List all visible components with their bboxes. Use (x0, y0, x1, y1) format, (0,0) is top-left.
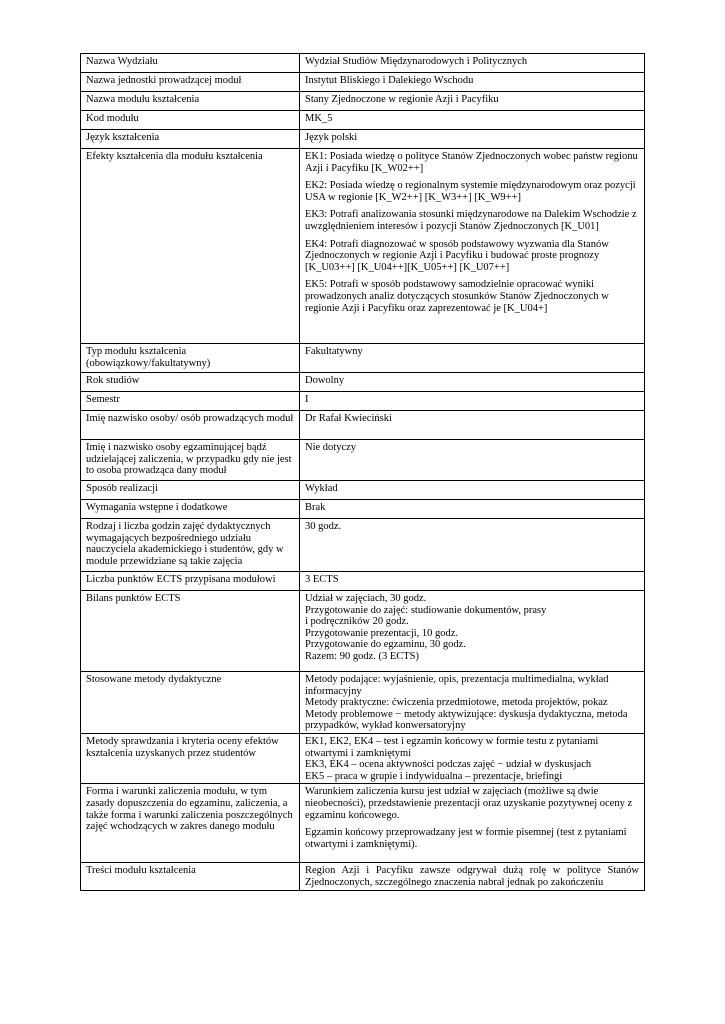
value-paragraph: EK1: Posiada wiedzę o polityce Stanów Zjednoczonych wobec państw regionu Azji i Pacyfiku [K_W02++] (305, 151, 638, 174)
field-value: MK_5 (300, 111, 645, 130)
field-label: Nazwa modułu kształcenia (81, 92, 300, 111)
table-row (81, 672, 645, 734)
table-row (81, 863, 645, 890)
field-value: Wydział Studiów Międzynarodowych i Politycznych (300, 54, 645, 73)
field-label: Bilans punktów ECTS (81, 591, 300, 672)
field-value: Wykład (300, 481, 645, 500)
field-label: Sposób realizacji (81, 481, 300, 500)
field-value (300, 591, 645, 672)
field-label: Efekty kształcenia dla modułu kształcenia (81, 149, 300, 344)
field-value: Fakultatywny (300, 344, 645, 373)
table-row (81, 92, 645, 111)
value-line: Przygotowanie do egzaminu, 30 godz. (305, 639, 466, 651)
table-row (81, 54, 645, 73)
field-value: 3 ECTS (300, 572, 645, 591)
value-line: Udział w zajęciach, 30 godz. (305, 593, 427, 604)
field-label: Rodzaj i liczba godzin zajęć dydaktycznych wymagających bezpośredniego udziału nauczyciela akademickiego i studentów, gdy w module przewidziane są takie zajęcia (81, 519, 300, 572)
field-label: Semestr (81, 392, 300, 411)
table-row (81, 440, 645, 481)
field-value: Dowolny (300, 373, 645, 392)
table-row (81, 392, 645, 411)
module-syllabus-table (80, 53, 645, 891)
value-paragraph: EK4: Potrafi diagnozować w sposób podstawowy wyzwania dla Stanów Zjednoczonych w regionie Azji i Pacyfiku i budować proste prognozy [K_U03++] [K_U04++][K_U05++] [K_U07++] (305, 238, 609, 273)
value-line: EK1, EK2, EK4 – test i egzamin końcowy w formie testu z pytaniami otwartymi i zamkniętymi (305, 735, 599, 759)
field-label: Język kształcenia (81, 130, 300, 149)
field-label: Liczba punktów ECTS przypisana modułowi (81, 572, 300, 591)
field-value: Język polski (300, 130, 645, 149)
value-line: Przygotowanie do zajęć: studiowanie dokumentów, prasy (305, 604, 547, 616)
field-label: Imię i nazwisko osoby egzaminującej bądź udzielającej zaliczenia, w przypadku gdy nie jest to osoba prowadząca dany moduł (81, 440, 300, 481)
value-line: Przygotowanie prezentacji, 10 godz. (305, 627, 459, 639)
field-label: Nazwa Wydziału (81, 54, 300, 73)
field-value (300, 149, 645, 344)
field-label: Kod modułu (81, 111, 300, 130)
table-row (81, 733, 645, 783)
table-row (81, 73, 645, 92)
value-paragraph: EK3: Potrafi analizowania stosunki międzynarodowe na Dalekim Wschodzie z uwzględnieniem interesów i pozycji Stanów Zjednoczonych [K_U01] (305, 209, 637, 232)
value-paragraph: Egzamin końcowy przeprowadzany jest w formie pisemnej (test z pytaniami otwartymi i zamkniętymi). (305, 827, 627, 850)
table-row (81, 344, 645, 373)
field-value (300, 672, 645, 734)
value-line: Metody praktyczne: ćwiczenia przedmiotowe, metoda projektów, pokaz (305, 697, 608, 709)
field-value: Instytut Bliskiego i Dalekiego Wschodu (300, 73, 645, 92)
table-row (81, 130, 645, 149)
field-label: Nazwa jednostki prowadzącej moduł (81, 73, 300, 92)
field-value (300, 784, 645, 863)
value-line: EK5 – praca w grupie i indywidualna – prezentacje, briefingi (305, 770, 563, 782)
table-row (81, 591, 645, 672)
field-value: I (300, 392, 645, 411)
table-row (81, 111, 645, 130)
field-label: Wymagania wstępne i dodatkowe (81, 500, 300, 519)
table-row (81, 572, 645, 591)
value-line: Metody problemowe − metody aktywizujące: dyskusja dydaktyczna, metoda przypadków, wykład konwersatoryjny (305, 708, 628, 732)
field-label: Forma i warunki zaliczenia modułu, w tym zasady dopuszczenia do egzaminu, zaliczenia, a także forma i warunki zaliczenia poszczególnych zajęć wchodzących w zakres danego modułu (81, 784, 300, 863)
table-row (81, 411, 645, 440)
field-value: Region Azji i Pacyfiku zawsze odgrywał dużą rolę w polityce Stanów Zjednoczonych, szczególnego znaczenia nabrał jednak po zakończeniu (300, 863, 645, 890)
field-label: Treści modułu kształcenia (81, 863, 300, 890)
field-label: Rok studiów (81, 373, 300, 392)
field-value: Dr Rafał Kwieciński (300, 411, 645, 440)
value-line: EK3, EK4 – ocena aktywności podczas zajęć − udział w dyskusjach (305, 759, 592, 771)
field-label: Imię nazwisko osoby/ osób prowadzących moduł (81, 411, 300, 440)
field-value: Stany Zjednoczone w regionie Azji i Pacyfiku (300, 92, 645, 111)
value-line: Metody podające: wyjaśnienie, opis, prezentacja multimedialna, wykład informacyjny (305, 674, 609, 697)
value-line: i podręczników 20 godz. (305, 616, 409, 628)
table-row (81, 373, 645, 392)
field-label: Typ modułu kształcenia (obowiązkowy/fakultatywny) (81, 344, 300, 373)
value-line: Razem: 90 godz. (3 ECTS) (305, 650, 420, 662)
field-value: Nie dotyczy (300, 440, 645, 481)
field-label: Metody sprawdzania i kryteria oceny efektów kształcenia uzyskanych przez studentów (81, 733, 300, 783)
field-value (300, 733, 645, 783)
field-value: 30 godz. (300, 519, 645, 572)
table-row (81, 784, 645, 863)
table-row (81, 481, 645, 500)
value-paragraph: Warunkiem zaliczenia kursu jest udział w zajęciach (możliwe są dwie nieobecności), przedstawienie prezentacji oraz uzyskanie pozytywnej oceny z egzaminu końcowego. (305, 786, 633, 821)
table-row (81, 500, 645, 519)
field-label: Stosowane metody dydaktyczne (81, 672, 300, 734)
value-paragraph: EK2: Posiada wiedzę o regionalnym systemie międzynarodowym oraz pozycji USA w regionie [K_W2++] [K_W3++] [K_W9++] (305, 180, 636, 203)
table-row (81, 519, 645, 572)
table-row (81, 149, 645, 344)
value-paragraph: EK5: Potrafi w sposób podstawowy samodzielnie opracować wyniki prowadzonych analiz dotyczących stosunków Stanów Zjednoczonych w regionie Azji i Pacyfiku oraz zaprezentować je [K_U04+] (305, 279, 609, 314)
field-value: Brak (300, 500, 645, 519)
